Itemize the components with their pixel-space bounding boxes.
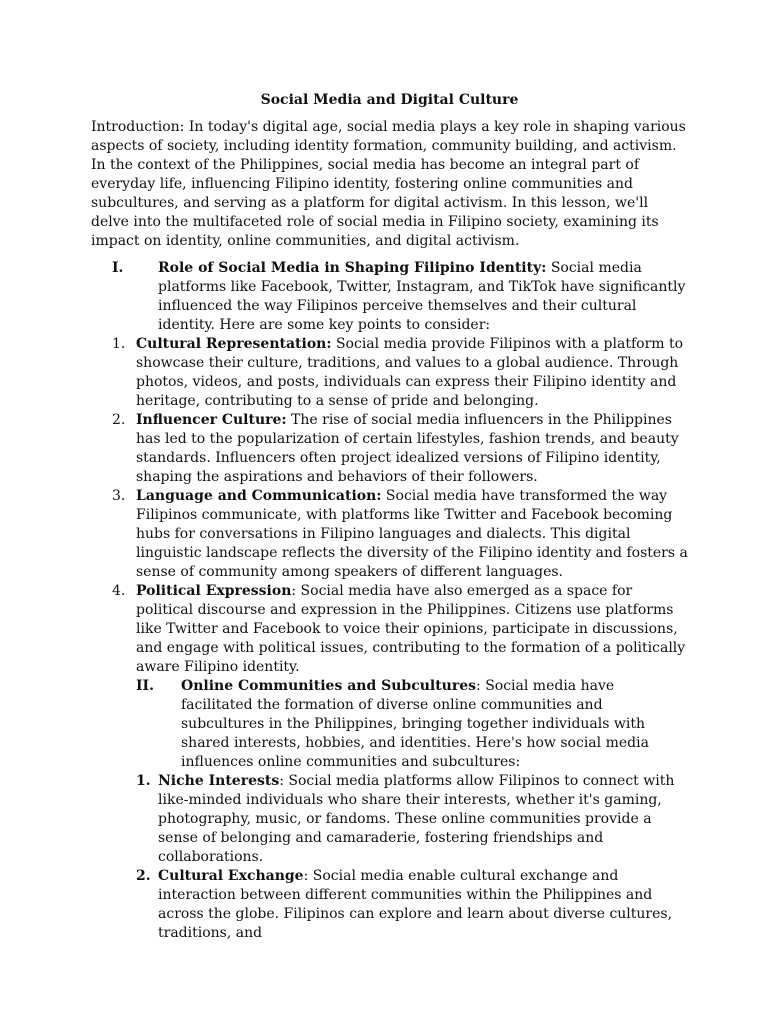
list-item xyxy=(91,582,688,677)
list-item-number: 2. xyxy=(136,868,151,884)
list-item-heading: Niche Interests xyxy=(158,773,280,789)
list-item-number: 4. xyxy=(112,583,126,599)
list-item-heading: Cultural Exchange xyxy=(158,868,304,884)
section-2-heading: Online Communities and Subcultures xyxy=(181,678,477,694)
section-1-text: Social media platforms like Facebook, Twitter, Instagram, and TikTok have significantly influenced the way Filipinos perceive themselves and their cultural identity. Here are some key points to consider: xyxy=(158,260,686,333)
list-item-heading: Cultural Representation: xyxy=(136,336,332,352)
list-item xyxy=(91,772,688,867)
section-1-number: I. xyxy=(112,260,124,276)
list-item-number: 2. xyxy=(112,412,126,428)
section-2 xyxy=(91,677,688,772)
list-item-text: Social media provide Filipinos with a platform to showcase their culture, traditions, and values to a global audience. Through photos, videos, and posts, individuals can express their Filipino identity and heritage, contributing to a sense of pride and belonging. xyxy=(136,336,684,409)
list-item-text: : Social media enable cultural exchange and interaction between different communities within the Philippines and across the globe. Filipinos can explore and learn about diverse cultures, traditions, and xyxy=(158,868,673,941)
list-item-number: 3. xyxy=(112,488,126,504)
intro-paragraph: Introduction: In today's digital age, social media plays a key role in shaping various aspects of society, including identity formation, community building, and activism. In the context of the Philippines, social media has become an integral part of everyday life, influencing Filipino identity, fostering online communities and subcultures, and serving as a platform for digital activism. In this lesson, we'll delve into the multifaceted role of social media in Filipino society, examining its impact on identity, online communities, and digital activism. xyxy=(91,119,686,249)
list-item-heading: Influencer Culture: xyxy=(136,412,287,428)
list-item-number: 1. xyxy=(136,773,151,789)
list-item-number: 1. xyxy=(112,336,126,352)
list-item xyxy=(91,487,688,582)
section-2-text: : Social media have facilitated the formation of diverse online communities and subcultures in the Philippines, bringing together individuals with shared interests, hobbies, and identities. Here's how social media influences online communities and subcultures: xyxy=(181,678,649,770)
list-item xyxy=(91,867,688,943)
list-item-text: : Social media platforms allow Filipinos to connect with like-minded individuals who share their interests, whether it's gaming, photography, music, or fandoms. These online communities provide a sense of belonging and camaraderie, fostering friendships and collaborations. xyxy=(158,773,675,865)
section-1-heading: Role of Social Media in Shaping Filipino Identity: xyxy=(158,260,547,276)
list-item-text: The rise of social media influencers in the Philippines has led to the popularization of certain lifestyles, fashion trends, and beauty standards. Influencers often project idealized versions of Filipino identity, shaping the aspirations and behaviors of their followers. xyxy=(136,412,679,485)
section-2-number: II. xyxy=(136,678,154,694)
list-item-heading: Political Expression xyxy=(136,583,292,599)
section-1 xyxy=(91,259,688,335)
list-item-heading: Language and Communication: xyxy=(136,488,382,504)
page-title: Social Media and Digital Culture xyxy=(260,92,519,108)
list-item xyxy=(91,411,688,487)
list-item-text: : Social media have also emerged as a space for political discourse and expression in the Philippines. Citizens use platforms like Twitter and Facebook to voice their opinions, participate in discussions, and engage with political issues, contributing to the formation of a politically aware Filipino identity. xyxy=(136,583,686,675)
list-item xyxy=(91,335,688,411)
list-item-text: Social media have transformed the way Filipinos communicate, with platforms like Twitter and Facebook becoming hubs for conversations in Filipino languages and dialects. This digital linguistic landscape reflects the diversity of the Filipino identity and fosters a sense of community among speakers of different languages. xyxy=(136,488,688,580)
